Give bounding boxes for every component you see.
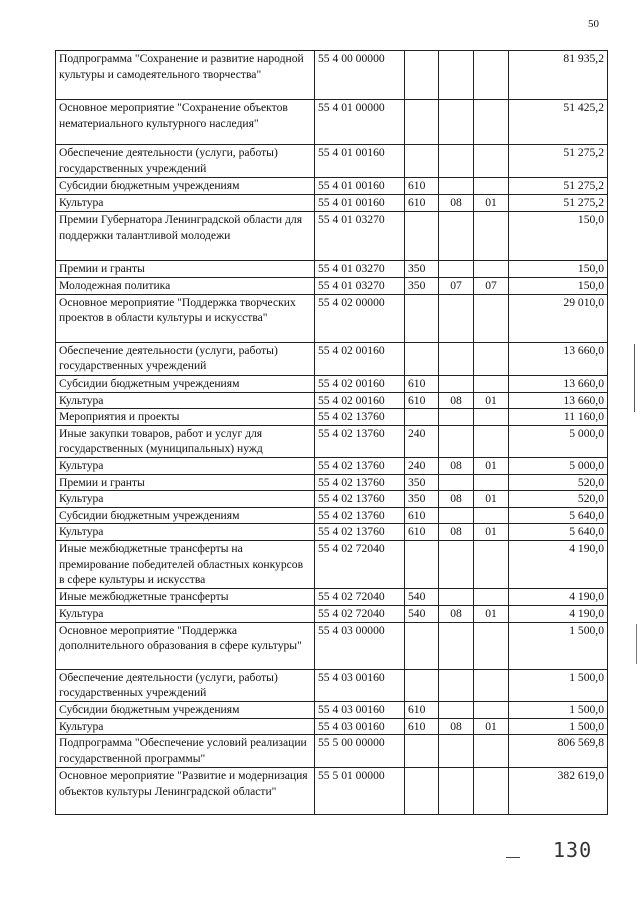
row-amount: 806 569,8 — [509, 735, 608, 768]
table-row — [56, 768, 608, 815]
row-name: Культура — [56, 524, 315, 541]
row-subsection — [474, 701, 509, 718]
row-amount: 520,0 — [509, 474, 608, 491]
row-code: 55 4 01 00160 — [315, 178, 405, 195]
row-expense-type: 350 — [405, 261, 439, 278]
row-name: Мероприятия и проекты — [56, 409, 315, 426]
row-expense-type: 540 — [405, 605, 439, 622]
row-code: 55 4 02 00160 — [315, 342, 405, 375]
row-subsection — [474, 100, 509, 145]
row-amount: 382 619,0 — [509, 768, 608, 815]
row-section — [439, 507, 474, 524]
table-row — [56, 277, 608, 294]
row-code: 55 4 02 00160 — [315, 392, 405, 409]
row-subsection — [474, 342, 509, 375]
row-code: 55 4 02 00160 — [315, 375, 405, 392]
row-amount: 4 190,0 — [509, 540, 608, 588]
row-code: 55 4 01 03270 — [315, 277, 405, 294]
row-name: Премии Губернатора Ленинградской области для поддержки талантливой молодежи — [56, 212, 315, 261]
row-subsection — [474, 588, 509, 605]
row-name: Основное мероприятие "Поддержка творческих проектов в области культуры и искусства" — [56, 294, 315, 342]
row-subsection — [474, 145, 509, 178]
row-expense-type: 610 — [405, 524, 439, 541]
row-subsection — [474, 507, 509, 524]
row-expense-type — [405, 51, 439, 100]
row-subsection: 01 — [474, 524, 509, 541]
scan-artifact — [634, 344, 635, 412]
row-expense-type: 610 — [405, 178, 439, 195]
row-expense-type: 610 — [405, 701, 439, 718]
table-row — [56, 474, 608, 491]
row-expense-type: 610 — [405, 392, 439, 409]
row-subsection — [474, 212, 509, 261]
row-amount: 5 000,0 — [509, 457, 608, 474]
row-expense-type: 240 — [405, 425, 439, 457]
row-section: 07 — [439, 277, 474, 294]
row-code: 55 4 02 13760 — [315, 425, 405, 457]
row-expense-type: 350 — [405, 277, 439, 294]
row-name: Субсидии бюджетным учреждениям — [56, 701, 315, 718]
row-code: 55 4 02 13760 — [315, 524, 405, 541]
row-amount: 13 660,0 — [509, 342, 608, 375]
table-row — [56, 605, 608, 622]
row-name: Субсидии бюджетным учреждениям — [56, 178, 315, 195]
budget-table-body — [56, 51, 608, 815]
row-amount: 150,0 — [509, 261, 608, 278]
row-amount: 150,0 — [509, 212, 608, 261]
table-row — [56, 735, 608, 768]
row-subsection — [474, 474, 509, 491]
row-name: Культура — [56, 491, 315, 508]
row-name: Премии и гранты — [56, 261, 315, 278]
row-section — [439, 425, 474, 457]
row-amount: 13 660,0 — [509, 392, 608, 409]
row-section — [439, 342, 474, 375]
table-row — [56, 178, 608, 195]
row-code: 55 4 02 72040 — [315, 588, 405, 605]
row-expense-type — [405, 540, 439, 588]
row-subsection — [474, 375, 509, 392]
row-section — [439, 768, 474, 815]
row-code: 55 4 03 00160 — [315, 669, 405, 701]
row-amount: 5 640,0 — [509, 524, 608, 541]
row-subsection: 01 — [474, 457, 509, 474]
row-name: Основное мероприятие "Сохранение объектов нематериального культурного наследия" — [56, 100, 315, 145]
row-section — [439, 261, 474, 278]
scan-artifact — [636, 624, 637, 664]
table-row — [56, 701, 608, 718]
row-name: Культура — [56, 718, 315, 735]
row-expense-type: 350 — [405, 474, 439, 491]
row-amount: 1 500,0 — [509, 669, 608, 701]
row-expense-type: 540 — [405, 588, 439, 605]
table-row — [56, 507, 608, 524]
row-subsection — [474, 622, 509, 669]
row-name: Обеспечение деятельности (услуги, работы) государственных учреждений — [56, 145, 315, 178]
row-name: Основное мероприятие "Развитие и модернизация объектов культуры Ленинградской области" — [56, 768, 315, 815]
table-row — [56, 622, 608, 669]
row-section — [439, 51, 474, 100]
row-subsection — [474, 768, 509, 815]
table-row — [56, 457, 608, 474]
row-name: Основное мероприятие "Поддержка дополнительного образования в сфере культуры" — [56, 622, 315, 669]
row-section — [439, 178, 474, 195]
row-name: Подпрограмма "Обеспечение условий реализации государственной программы" — [56, 735, 315, 768]
row-name: Культура — [56, 457, 315, 474]
row-name: Молодежная политика — [56, 277, 315, 294]
table-row — [56, 100, 608, 145]
row-name: Иные межбюджетные трансферты — [56, 588, 315, 605]
row-subsection: 01 — [474, 195, 509, 212]
row-section — [439, 540, 474, 588]
table-row — [56, 409, 608, 426]
row-subsection — [474, 540, 509, 588]
row-name: Подпрограмма "Сохранение и развитие народной культуры и самодеятельного творчества" — [56, 51, 315, 100]
row-code: 55 4 02 00000 — [315, 294, 405, 342]
row-section — [439, 409, 474, 426]
row-expense-type — [405, 342, 439, 375]
row-code: 55 4 00 00000 — [315, 51, 405, 100]
table-row — [56, 524, 608, 541]
table-row — [56, 212, 608, 261]
row-subsection — [474, 409, 509, 426]
row-subsection: 01 — [474, 392, 509, 409]
row-expense-type: 350 — [405, 491, 439, 508]
table-row — [56, 588, 608, 605]
table-row — [56, 669, 608, 701]
table-row — [56, 392, 608, 409]
row-amount: 51 275,2 — [509, 178, 608, 195]
row-section: 08 — [439, 392, 474, 409]
row-section — [439, 145, 474, 178]
row-section — [439, 100, 474, 145]
row-name: Обеспечение деятельности (услуги, работы) государственных учреждений — [56, 342, 315, 375]
row-section: 08 — [439, 524, 474, 541]
row-code: 55 4 03 00000 — [315, 622, 405, 669]
table-row — [56, 425, 608, 457]
table-row — [56, 718, 608, 735]
row-section: 08 — [439, 605, 474, 622]
row-amount: 4 190,0 — [509, 605, 608, 622]
row-section — [439, 588, 474, 605]
row-amount: 150,0 — [509, 277, 608, 294]
stamp-number: 130 — [553, 838, 593, 862]
row-subsection — [474, 669, 509, 701]
row-amount: 29 010,0 — [509, 294, 608, 342]
row-code: 55 4 01 00000 — [315, 100, 405, 145]
row-subsection: 01 — [474, 718, 509, 735]
row-expense-type — [405, 735, 439, 768]
row-code: 55 5 00 00000 — [315, 735, 405, 768]
row-code: 55 4 03 00160 — [315, 718, 405, 735]
row-amount: 13 660,0 — [509, 375, 608, 392]
table-row — [56, 294, 608, 342]
row-section — [439, 294, 474, 342]
table-row — [56, 342, 608, 375]
row-expense-type: 610 — [405, 718, 439, 735]
row-code: 55 4 02 72040 — [315, 605, 405, 622]
row-expense-type — [405, 294, 439, 342]
table-row — [56, 375, 608, 392]
row-expense-type: 610 — [405, 195, 439, 212]
table-row — [56, 145, 608, 178]
row-section — [439, 701, 474, 718]
row-code: 55 4 03 00160 — [315, 701, 405, 718]
row-amount: 1 500,0 — [509, 622, 608, 669]
row-name: Субсидии бюджетным учреждениям — [56, 507, 315, 524]
row-subsection: 07 — [474, 277, 509, 294]
row-code: 55 4 02 13760 — [315, 409, 405, 426]
row-code: 55 5 01 00000 — [315, 768, 405, 815]
row-section — [439, 212, 474, 261]
budget-table — [55, 50, 608, 815]
row-name: Культура — [56, 195, 315, 212]
table-row — [56, 261, 608, 278]
row-name: Иные закупки товаров, работ и услуг для государственных (муниципальных) нужд — [56, 425, 315, 457]
row-expense-type — [405, 145, 439, 178]
row-expense-type — [405, 100, 439, 145]
table-row — [56, 491, 608, 508]
row-expense-type: 610 — [405, 375, 439, 392]
row-section — [439, 375, 474, 392]
row-expense-type — [405, 622, 439, 669]
table-row — [56, 51, 608, 100]
row-expense-type — [405, 409, 439, 426]
row-amount: 1 500,0 — [509, 718, 608, 735]
row-expense-type — [405, 212, 439, 261]
row-expense-type — [405, 669, 439, 701]
row-code: 55 4 02 13760 — [315, 507, 405, 524]
row-amount: 11 160,0 — [509, 409, 608, 426]
row-subsection — [474, 294, 509, 342]
row-section — [439, 669, 474, 701]
row-subsection: 01 — [474, 605, 509, 622]
row-amount: 5 000,0 — [509, 425, 608, 457]
row-section: 08 — [439, 457, 474, 474]
table-row — [56, 195, 608, 212]
table-row — [56, 540, 608, 588]
row-section: 08 — [439, 195, 474, 212]
stamp-dash — [506, 857, 520, 858]
row-amount: 81 935,2 — [509, 51, 608, 100]
row-section — [439, 474, 474, 491]
row-amount: 51 425,2 — [509, 100, 608, 145]
row-name: Обеспечение деятельности (услуги, работы) государственных учреждений — [56, 669, 315, 701]
row-code: 55 4 01 00160 — [315, 145, 405, 178]
row-expense-type — [405, 768, 439, 815]
row-name: Премии и гранты — [56, 474, 315, 491]
row-expense-type: 240 — [405, 457, 439, 474]
row-subsection — [474, 51, 509, 100]
row-subsection — [474, 735, 509, 768]
row-name: Иные межбюджетные трансферты на премирование победителей областных конкурсов в сфере культуры и искусства — [56, 540, 315, 588]
row-subsection: 01 — [474, 491, 509, 508]
row-section — [439, 622, 474, 669]
row-code: 55 4 01 03270 — [315, 261, 405, 278]
row-amount: 51 275,2 — [509, 145, 608, 178]
row-code: 55 4 01 00160 — [315, 195, 405, 212]
row-section: 08 — [439, 491, 474, 508]
row-subsection — [474, 178, 509, 195]
row-subsection — [474, 261, 509, 278]
row-name: Культура — [56, 392, 315, 409]
row-amount: 4 190,0 — [509, 588, 608, 605]
row-subsection — [474, 425, 509, 457]
row-code: 55 4 02 13760 — [315, 457, 405, 474]
row-section: 08 — [439, 718, 474, 735]
row-amount: 5 640,0 — [509, 507, 608, 524]
page-number: 50 — [588, 18, 599, 30]
row-amount: 51 275,2 — [509, 195, 608, 212]
row-code: 55 4 02 72040 — [315, 540, 405, 588]
row-code: 55 4 01 03270 — [315, 212, 405, 261]
row-section — [439, 735, 474, 768]
row-code: 55 4 02 13760 — [315, 474, 405, 491]
row-amount: 520,0 — [509, 491, 608, 508]
row-name: Культура — [56, 605, 315, 622]
row-name: Субсидии бюджетным учреждениям — [56, 375, 315, 392]
row-amount: 1 500,0 — [509, 701, 608, 718]
row-code: 55 4 02 13760 — [315, 491, 405, 508]
row-expense-type: 610 — [405, 507, 439, 524]
